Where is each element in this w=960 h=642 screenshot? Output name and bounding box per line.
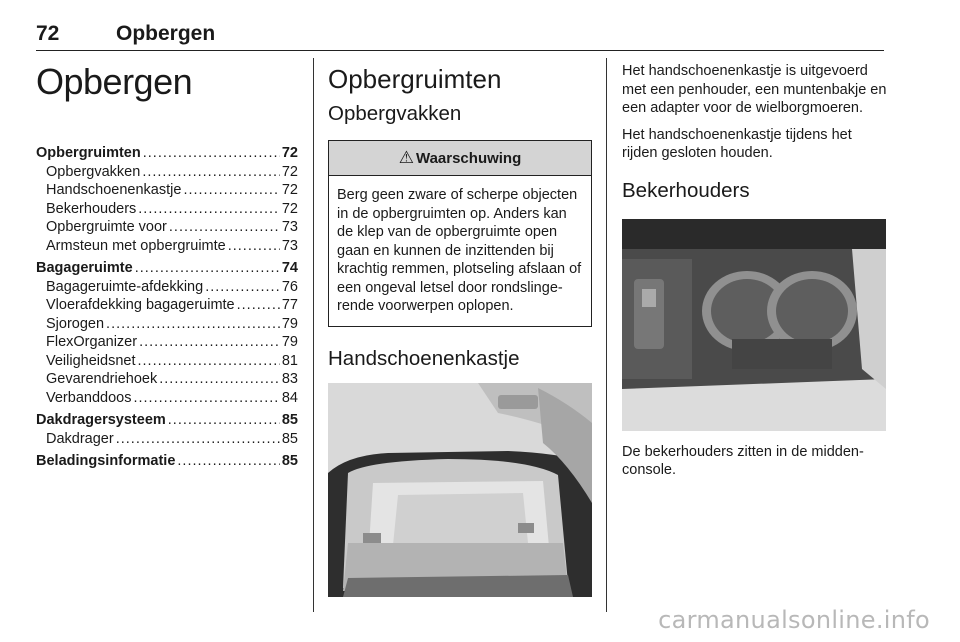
glovebox-description: Het handschoenenkastje is uitgevoerd met een penhouder, een muntenbakje en een adapter voor de wielborgmoeren. — [622, 63, 887, 116]
page-number: 72 — [36, 22, 60, 45]
warning-title: Waarschuwing — [415, 149, 522, 167]
subsection-title: Opbergvakken — [328, 102, 462, 125]
toc-leader-dots — [139, 333, 280, 352]
toc-page-number: 85 — [281, 453, 298, 469]
toc-leader-dots — [177, 452, 279, 471]
toc-sub-entry[interactable] — [36, 333, 298, 352]
toc-sub-entry[interactable] — [36, 237, 298, 256]
toc-sub-entry[interactable] — [36, 370, 298, 389]
toc-leader-dots — [138, 200, 280, 219]
running-title: Opbergen — [116, 22, 216, 45]
toc-leader-dots — [142, 163, 280, 182]
chapter-title: Opbergen — [36, 61, 193, 102]
toc-leader-dots — [138, 352, 280, 371]
warning-box — [328, 140, 592, 327]
section-title: Opbergruimten — [328, 64, 502, 94]
toc-label: Opbergruimten — [36, 145, 141, 161]
toc-label: Dakdrager — [46, 430, 114, 447]
toc-section-entry[interactable] — [36, 259, 298, 278]
toc-page-number: 73 — [281, 219, 298, 235]
toc-sub-entry[interactable] — [36, 200, 298, 219]
toc-page-number: 79 — [281, 315, 298, 332]
toc-label: Veiligheidsnet — [46, 352, 136, 369]
column-divider — [606, 58, 607, 612]
toc-label: Verbanddoos — [46, 389, 132, 406]
toc-label: Handschoenenkastje — [46, 182, 182, 198]
toc-page-number: 74 — [281, 260, 298, 276]
toc-sub-entry[interactable] — [36, 163, 298, 182]
toc-label: Bagageruimte — [36, 260, 133, 276]
toc-leader-dots — [133, 389, 279, 408]
toc-page-number: 83 — [281, 371, 298, 387]
toc-leader-dots — [168, 411, 280, 430]
toc-leader-dots — [169, 218, 280, 237]
toc-label: Opbergruimte voor — [46, 219, 167, 235]
toc-section-entry[interactable] — [36, 411, 298, 430]
toc-sub-entry[interactable] — [36, 218, 298, 237]
warning-triangle-icon: ⚠ — [398, 148, 414, 167]
toc-page-number: 77 — [281, 297, 298, 313]
toc-sub-entry[interactable] — [36, 278, 298, 297]
toc-label: Opbergvakken — [46, 163, 141, 180]
page-header — [36, 20, 884, 51]
toc-page-number: 72 — [281, 182, 298, 198]
toc-section-entry[interactable] — [36, 452, 298, 471]
toc-leader-dots — [237, 296, 280, 315]
toc-page-number: 85 — [281, 412, 298, 428]
column-divider — [313, 58, 314, 612]
toc-section-entry[interactable] — [36, 144, 298, 163]
toc-label: Gevarendriehoek — [46, 371, 158, 387]
cupholder-photo-icon — [622, 219, 886, 431]
toc-leader-dots — [159, 370, 280, 389]
toc-page-number: 79 — [281, 334, 298, 350]
toc-sub-entry[interactable] — [36, 389, 298, 408]
toc-page-number: 72 — [281, 145, 298, 161]
toc-sub-entry[interactable] — [36, 181, 298, 200]
toc-page-number: 85 — [281, 430, 298, 447]
toc-leader-dots — [116, 430, 280, 449]
content-column-right — [622, 62, 887, 488]
toc-sub-entry[interactable] — [36, 352, 298, 371]
toc-page-number: 72 — [281, 163, 298, 180]
warning-header — [329, 141, 591, 176]
toc-column — [36, 62, 298, 471]
toc-label: Dakdragersysteem — [36, 412, 166, 428]
toc-leader-dots — [106, 315, 280, 334]
toc-label: Vloerafdekking bagageruimte — [46, 297, 235, 313]
toc-sub-entry[interactable] — [36, 296, 298, 315]
toc-page-number: 73 — [281, 237, 298, 254]
cupholder-description: De bekerhouders zitten in de middenconsole. — [622, 443, 864, 478]
glovebox-instruction: Het handschoenenkastje tijdens het rijden gesloten houden. — [622, 126, 852, 161]
toc-leader-dots — [228, 237, 280, 256]
toc-page-number: 84 — [281, 389, 298, 406]
toc-label: Beladingsinformatie — [36, 453, 176, 469]
toc-page-number: 72 — [281, 200, 298, 217]
toc-leader-dots — [135, 259, 280, 278]
toc-label: Sjorogen — [46, 315, 105, 332]
toc-label: FlexOrganizer — [46, 334, 138, 350]
toc-sub-entry[interactable] — [36, 315, 298, 334]
toc-leader-dots — [143, 144, 280, 163]
cupholder-title: Bekerhouders — [622, 178, 750, 202]
toc-page-number: 81 — [281, 352, 298, 369]
glovebox-photo-icon — [328, 383, 592, 597]
warning-text: Berg geen zware of scherpe objecten in de opbergruimten op. Anders kan de klep van de opbergruimte open gaan en kunnen de inzittenden bij krachtig remmen, plotseling afslaan of een ongeval letsel door rondslingerende voorwerpen oplopen. — [337, 187, 582, 314]
toc-leader-dots — [205, 278, 280, 297]
toc-leader-dots — [183, 181, 279, 200]
toc-sub-entry[interactable] — [36, 430, 298, 449]
glovebox-title: Handschoenenkastje — [328, 346, 520, 370]
toc-label: Armsteun met opbergruimte — [46, 237, 226, 254]
content-column-middle — [328, 62, 592, 597]
table-of-contents — [36, 144, 298, 471]
toc-page-number: 76 — [281, 278, 298, 295]
watermark: carmanualsonline.info — [658, 606, 930, 634]
toc-label: Bagageruimte-afdekking — [46, 278, 204, 295]
toc-label: Bekerhouders — [46, 200, 137, 217]
